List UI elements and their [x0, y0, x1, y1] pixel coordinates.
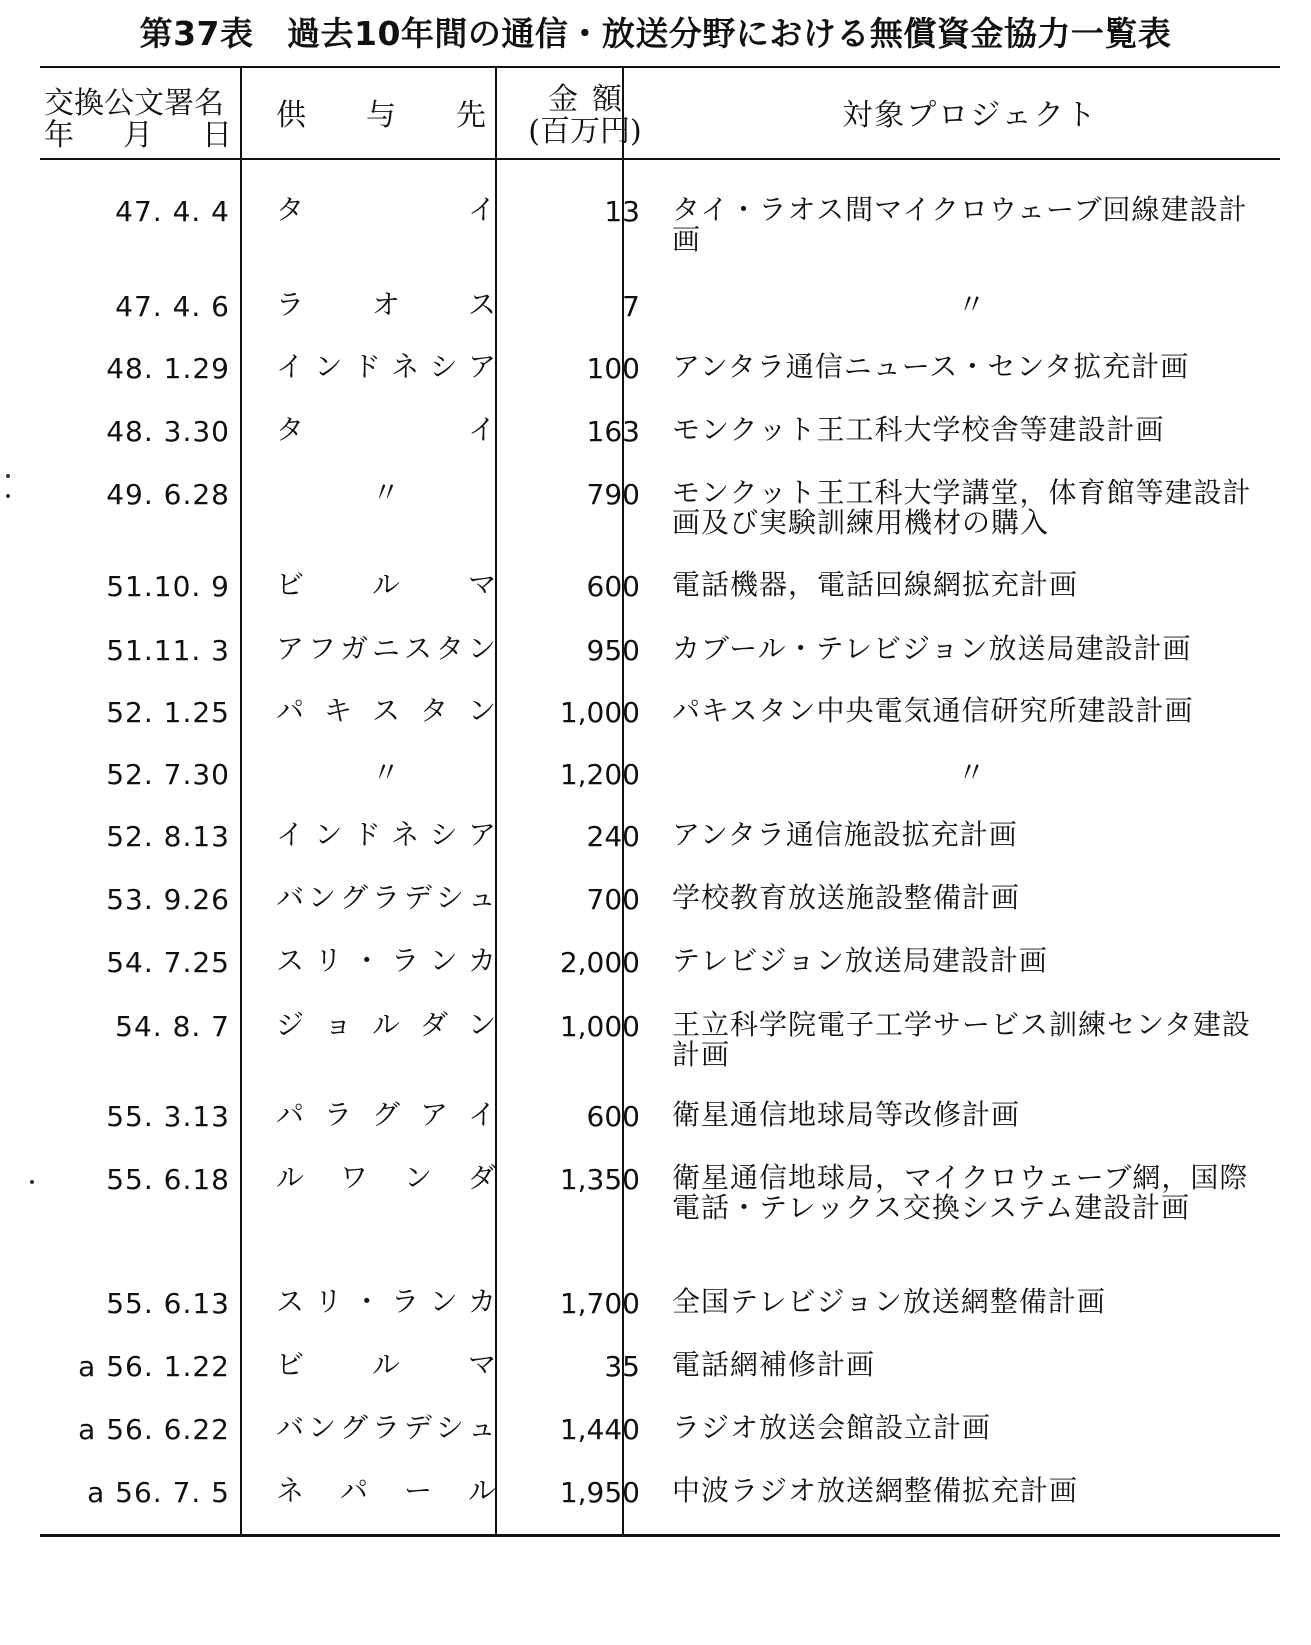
row-amount: 950	[586, 634, 640, 667]
row-amount: 1,440	[559, 1413, 640, 1446]
row-project: 電話網補修計画	[672, 1348, 876, 1381]
recipient-char: グ	[339, 881, 368, 914]
recipient-char: ン	[467, 632, 496, 665]
header-amount-label: 金額	[548, 82, 636, 117]
row-amount: 7	[622, 290, 640, 323]
row-recipient	[276, 634, 496, 665]
recipient-char: オ	[371, 288, 400, 321]
recipient-char: ガ	[339, 632, 368, 665]
recipient-char: リ	[314, 944, 343, 977]
header-date-label: 交換公文署名	[44, 86, 224, 121]
column-divider-date	[240, 68, 242, 1534]
row-recipient	[276, 1413, 496, 1444]
row-recipient	[276, 1476, 496, 1507]
margin-speck	[6, 494, 10, 498]
row-recipient	[276, 758, 496, 789]
recipient-char: イ	[467, 413, 496, 446]
recipient-char: ス	[403, 632, 432, 665]
row-date: 54. 7.25	[106, 946, 230, 979]
recipient-char: ン	[307, 1411, 336, 1444]
recipient-char: ビ	[276, 568, 305, 601]
row-date: 52. 8.13	[106, 820, 230, 853]
recipient-char: シ	[435, 881, 464, 914]
row-amount: 1,200	[559, 758, 640, 791]
header-date-units	[44, 120, 232, 152]
row-amount: 2,000	[559, 946, 640, 979]
row-project: モンクット王工科大学校舎等建設計画	[672, 413, 1165, 446]
row-amount: 163	[586, 415, 640, 448]
recipient-char: ダ	[419, 1008, 448, 1041]
row-date: 49. 6.28	[106, 478, 230, 511]
row-project: テレビジョン放送局建設計画	[672, 944, 1048, 977]
recipient-char: ネ	[276, 1474, 305, 1507]
recipient-char: ル	[371, 1348, 400, 1381]
recipient-char: パ	[339, 1474, 368, 1507]
row-recipient	[276, 1350, 496, 1381]
row-recipient	[276, 352, 496, 383]
recipient-char: ー	[403, 1474, 432, 1507]
row-project: 〃	[957, 756, 987, 789]
row-recipient	[276, 946, 496, 977]
header-project: 対象プロジェクト	[842, 98, 1098, 133]
row-date: 48. 3.30	[106, 415, 230, 448]
recipient-char: ン	[314, 818, 343, 851]
table-top-rule	[40, 66, 1280, 68]
row-amount: 1,000	[559, 696, 640, 729]
row-project: アンタラ通信ニュース・センタ拡充計画	[672, 350, 1190, 383]
recipient-char: タ	[276, 413, 305, 446]
table-title: 第37表 過去10年間の通信・放送分野における無償資金協力一覧表	[139, 14, 1172, 53]
recipient-char: ・	[352, 1285, 381, 1318]
header-month: 月	[123, 118, 153, 154]
recipient-char: カ	[467, 944, 496, 977]
row-date: 52. 7.30	[106, 758, 230, 791]
recipient-char: ン	[429, 944, 458, 977]
row-amount: 1,000	[559, 1010, 640, 1043]
recipient-char: タ	[435, 632, 464, 665]
header-amount	[520, 84, 650, 149]
recipient-char: ネ	[391, 818, 420, 851]
recipient-char: シ	[435, 1411, 464, 1444]
recipient-char: ラ	[276, 288, 305, 321]
header-recipient-char: 先	[456, 98, 486, 133]
row-project: 学校教育放送施設整備計画	[672, 881, 1021, 914]
row-amount: 240	[586, 820, 640, 853]
row-recipient	[276, 195, 496, 226]
recipient-char: デ	[403, 1411, 432, 1444]
recipient-char: タ	[419, 694, 448, 727]
row-amount: 1,700	[559, 1287, 640, 1320]
recipient-char: ア	[467, 818, 496, 851]
recipient-char: 〃	[371, 756, 400, 789]
row-recipient	[276, 570, 496, 601]
recipient-char: イ	[467, 1098, 496, 1131]
row-project: パキスタン中央電気通信研究所建設計画	[672, 694, 1194, 727]
recipient-char: ド	[352, 818, 381, 851]
row-date: 55. 3.13	[106, 1100, 230, 1133]
table-bottom-rule	[40, 1534, 1280, 1537]
recipient-char: ド	[352, 350, 381, 383]
recipient-char: ダ	[467, 1161, 496, 1194]
row-recipient	[276, 478, 496, 509]
header-recipient-char: 与	[366, 98, 396, 133]
row-date: 55. 6.18	[106, 1163, 230, 1196]
recipient-char: イ	[276, 350, 305, 383]
row-project: 王立科学院電子工学サービス訓練センタ建設計画	[672, 1008, 1251, 1072]
row-date: 48. 1.29	[106, 352, 230, 385]
row-date: a 56. 7. 5	[87, 1476, 230, 1509]
recipient-char: リ	[314, 1285, 343, 1318]
header-recipient-char: 供	[276, 98, 306, 133]
row-amount: 1,950	[559, 1476, 640, 1509]
recipient-char: タ	[276, 193, 305, 226]
recipient-char: バ	[276, 1411, 305, 1444]
recipient-char: イ	[276, 818, 305, 851]
row-project: ラジオ放送会館設立計画	[672, 1411, 992, 1444]
recipient-char: ョ	[323, 1008, 352, 1041]
recipient-char: ラ	[323, 1098, 352, 1131]
recipient-char: ・	[352, 944, 381, 977]
recipient-char: マ	[467, 568, 496, 601]
recipient-char: ル	[371, 1008, 400, 1041]
recipient-char: シ	[429, 350, 458, 383]
margin-speck	[6, 474, 10, 478]
recipient-char: ラ	[391, 944, 420, 977]
recipient-char: ス	[276, 944, 305, 977]
recipient-char: ネ	[391, 350, 420, 383]
recipient-char: デ	[403, 881, 432, 914]
recipient-char: ン	[307, 881, 336, 914]
recipient-char: ラ	[371, 881, 400, 914]
recipient-char: ン	[314, 350, 343, 383]
recipient-char: イ	[467, 193, 496, 226]
row-project: モンクット王工科大学講堂，体育館等建設計画及び実験訓練用機材の購入	[672, 476, 1252, 540]
recipient-char: マ	[467, 1348, 496, 1381]
recipient-char: ビ	[276, 1348, 305, 1381]
recipient-char: カ	[467, 1285, 496, 1318]
row-date: 47. 4. 4	[115, 195, 230, 228]
recipient-char: グ	[339, 1411, 368, 1444]
recipient-char: ア	[276, 632, 305, 665]
recipient-char: ス	[467, 288, 496, 321]
row-recipient	[276, 1100, 496, 1131]
row-amount: 1,350	[559, 1163, 640, 1196]
recipient-char: ラ	[371, 1411, 400, 1444]
recipient-char: ス	[276, 1285, 305, 1318]
row-date: 47. 4. 6	[115, 290, 230, 323]
recipient-char: ラ	[391, 1285, 420, 1318]
recipient-char: ン	[467, 1008, 496, 1041]
recipient-char: キ	[323, 694, 352, 727]
row-project: アンタラ通信施設拡充計画	[672, 818, 1018, 851]
row-amount: 700	[586, 883, 640, 916]
row-date: 55. 6.13	[106, 1287, 230, 1320]
row-project: カブール・テレビジョン放送局建設計画	[672, 632, 1192, 665]
recipient-char: ル	[276, 1161, 305, 1194]
row-date: 54. 8. 7	[115, 1010, 230, 1043]
recipient-char: フ	[307, 632, 336, 665]
row-amount: 13	[604, 195, 640, 228]
row-recipient	[276, 696, 496, 727]
row-date: 51.10. 9	[106, 570, 230, 603]
header-day: 日	[202, 118, 232, 154]
row-project: 全国テレビジョン放送網整備計画	[672, 1285, 1106, 1318]
row-recipient	[276, 1163, 496, 1194]
header-amount-unit: (百万円)	[528, 114, 642, 150]
recipient-char: バ	[276, 881, 305, 914]
row-project: 衛星通信地球局等改修計画	[672, 1098, 1021, 1131]
header-date	[44, 88, 232, 153]
recipient-char: シ	[429, 818, 458, 851]
recipient-char: パ	[276, 694, 305, 727]
row-recipient	[276, 820, 496, 851]
recipient-char: ュ	[467, 881, 496, 914]
recipient-char: ス	[371, 694, 400, 727]
row-date: 53. 9.26	[106, 883, 230, 916]
row-project: 〃	[957, 288, 987, 321]
recipient-char: ア	[467, 350, 496, 383]
row-recipient	[276, 415, 496, 446]
row-recipient	[276, 883, 496, 914]
recipient-char: ル	[467, 1474, 496, 1507]
row-date: a 56. 1.22	[78, 1350, 230, 1383]
recipient-char: ン	[467, 694, 496, 727]
row-recipient	[276, 1287, 496, 1318]
recipient-char: ジ	[276, 1008, 305, 1041]
recipient-char: ン	[429, 1285, 458, 1318]
row-amount: 100	[586, 352, 640, 385]
row-amount: 35	[604, 1350, 640, 1383]
row-project: タイ・ラオス間マイクロウェーブ回線建設計画	[672, 193, 1248, 257]
row-date: 52. 1.25	[106, 696, 230, 729]
row-recipient	[276, 1010, 496, 1041]
header-recipient	[256, 100, 506, 132]
row-amount: 790	[586, 478, 640, 511]
recipient-char: ル	[371, 568, 400, 601]
row-date: a 56. 6.22	[78, 1413, 230, 1446]
row-project: 衛星通信地球局，マイクロウェーブ網，国際電話・テレックス交換システム建設計画	[672, 1161, 1249, 1225]
row-project: 中波ラジオ放送網整備拡充計画	[672, 1474, 1079, 1507]
row-date: 51.11. 3	[106, 634, 230, 667]
recipient-char: パ	[276, 1098, 305, 1131]
header-bottom-rule	[40, 158, 1280, 160]
row-amount: 600	[586, 1100, 640, 1133]
row-amount: 600	[586, 570, 640, 603]
recipient-char: ニ	[371, 632, 400, 665]
recipient-char: ン	[403, 1161, 432, 1194]
margin-speck	[30, 1180, 34, 1184]
recipient-char: ュ	[467, 1411, 496, 1444]
recipient-char: グ	[371, 1098, 400, 1131]
recipient-char: ア	[419, 1098, 448, 1131]
row-project: 電話機器，電話回線網拡充計画	[672, 568, 1079, 601]
header-year: 年	[44, 118, 74, 154]
recipient-char: 〃	[371, 476, 400, 509]
recipient-char: ワ	[339, 1161, 368, 1194]
row-recipient	[276, 290, 496, 321]
